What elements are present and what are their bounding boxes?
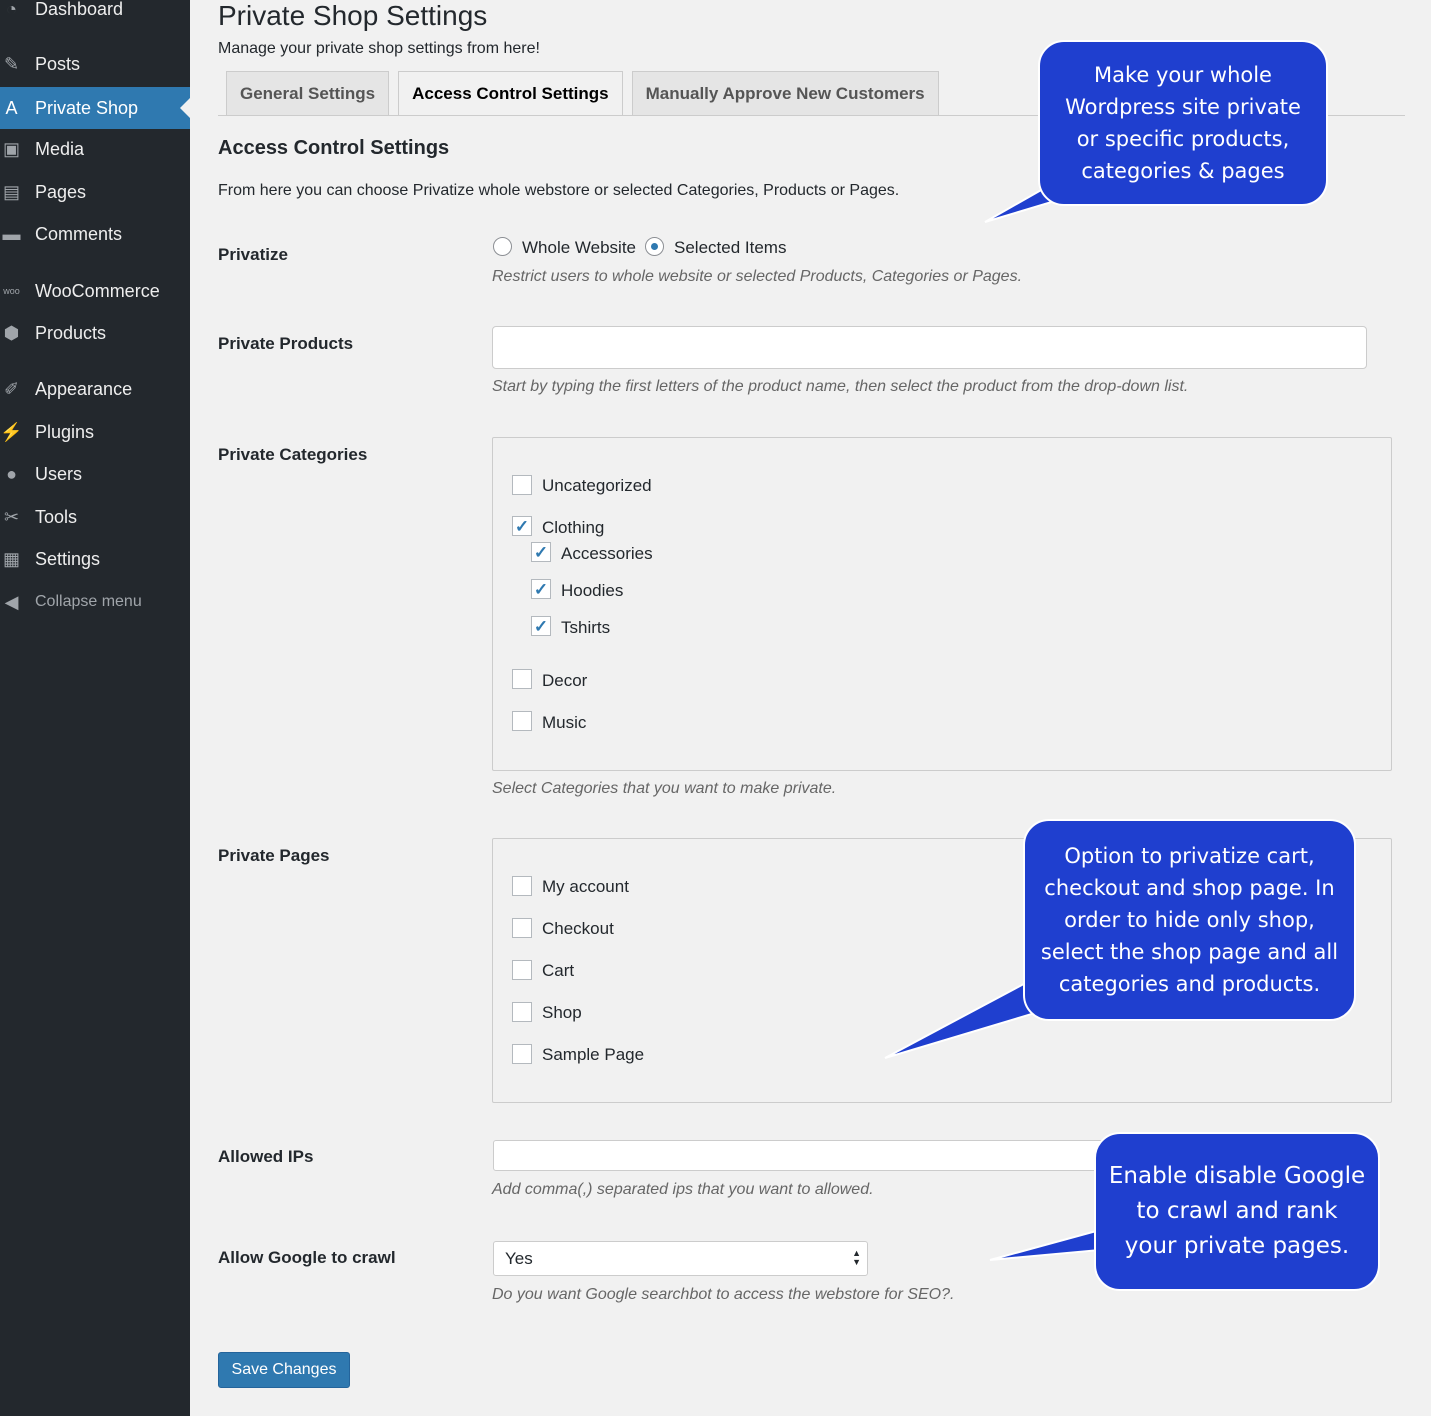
callout-top-text: Make your whole Wordpress site private or specific products, categories & pages [1065, 63, 1301, 183]
sidebar-item-label: WooCommerce [35, 280, 160, 301]
checkbox-uncategorized[interactable] [512, 475, 532, 495]
checkbox-hoodies[interactable]: ✓ [531, 579, 551, 599]
privatize-label: Privatize [218, 245, 288, 264]
private-products-input[interactable] [492, 326, 1367, 369]
checkbox-label: Cart [542, 961, 575, 980]
allowed-ips-label: Allowed IPs [218, 1147, 314, 1166]
collapse-menu-button[interactable] [0, 581, 190, 623]
page-title: Private Shop Settings [218, 0, 488, 31]
checkbox-label: Shop [542, 1003, 582, 1022]
private-categories-label: Private Categories [218, 445, 368, 464]
sidebar-item-posts[interactable] [0, 43, 190, 85]
sidebar-item-label: Media [35, 138, 85, 159]
sidebar-item-comments[interactable] [0, 213, 190, 255]
select-arrows-icon: ▲ ▼ [852, 1248, 861, 1267]
sidebar-item-dashboard[interactable] [0, 0, 190, 30]
private-products-description: Start by typing the first letters of the product name, then select the product from the drop-down list. [492, 378, 1189, 395]
sidebar-item-media[interactable] [0, 128, 190, 170]
sidebar-item-label: Products [35, 322, 107, 343]
callout-middle [1023, 819, 1356, 1021]
admin-sidebar [0, 0, 190, 1416]
sidebar-item-label: Comments [35, 223, 123, 244]
sidebar-item-label: Appearance [35, 378, 133, 399]
checkbox-shop[interactable] [512, 1002, 532, 1022]
sidebar-item-label: Posts [35, 53, 81, 74]
allow-google-crawl-label: Allow Google to crawl [218, 1248, 396, 1267]
checkbox-tshirts[interactable]: ✓ [531, 616, 551, 636]
callout-bottom-text: Enable disable Google to crawl and rank your private pages. [1108, 1163, 1366, 1259]
checkbox-checkout[interactable] [512, 918, 532, 938]
sidebar-item-label: Plugins [35, 421, 95, 442]
allowed-ips-description: Add comma(,) separated ips that you want to allowed. [492, 1181, 874, 1198]
checkbox-music[interactable] [512, 711, 532, 731]
callout-tail-bottom [990, 1230, 1100, 1260]
woo-icon: woo [3, 286, 20, 296]
box-icon: ⬢ [3, 322, 20, 343]
sidebar-item-private-shop[interactable] [0, 87, 190, 129]
tab-general-settings[interactable]: General Settings [226, 71, 389, 116]
allow-google-crawl-description: Do you want Google searchbot to access the webstore for SEO?. [492, 1286, 955, 1303]
checkbox-accessories[interactable]: ✓ [531, 542, 551, 562]
sidebar-item-appearance[interactable] [0, 368, 190, 410]
radio-selected-items[interactable] [645, 237, 664, 256]
plug-icon: ⚡ [0, 421, 23, 442]
checkbox-clothing[interactable]: ✓ [512, 516, 532, 536]
private-pages-label: Private Pages [218, 846, 330, 865]
section-description: From here you can choose Privatize whole webstore or selected Categories, Products or Pages. [218, 182, 900, 199]
checkbox-label: Accessories [561, 544, 653, 563]
checkbox-label: Checkout [542, 919, 614, 938]
wrench-icon: ✂ [3, 506, 20, 527]
checkbox-decor[interactable] [512, 669, 532, 689]
checkbox-label: Sample Page [542, 1045, 645, 1064]
radio-whole-website-label: Whole Website [522, 238, 637, 257]
checkbox-label: My account [542, 877, 629, 896]
settings-tabs [226, 71, 948, 116]
section-title: Access Control Settings [218, 137, 450, 159]
sidebar-item-plugins[interactable] [0, 411, 190, 453]
tab-manually-approve-customers[interactable]: Manually Approve New Customers [632, 71, 939, 116]
sidebar-item-users[interactable] [0, 453, 190, 495]
collapse-icon: ◀ [4, 591, 19, 612]
dashboard-icon: ◔ [6, 0, 17, 19]
private-categories-box [492, 437, 1392, 771]
save-changes-button[interactable]: Save Changes [218, 1352, 350, 1388]
checkbox-label: Clothing [542, 518, 605, 537]
settings-icon: ▦ [2, 548, 20, 569]
tab-access-control-settings[interactable]: Access Control Settings [398, 71, 623, 116]
sidebar-item-label: Dashboard [35, 0, 124, 19]
sidebar-item-label: Tools [35, 506, 78, 527]
comment-icon: ▬ [2, 223, 21, 244]
select-value: Yes [505, 1248, 533, 1268]
sidebar-item-tools[interactable] [0, 496, 190, 538]
callout-bottom [1094, 1132, 1380, 1291]
callout-top [1038, 40, 1328, 206]
allowed-ips-input[interactable] [493, 1140, 1133, 1171]
sidebar-item-pages[interactable] [0, 171, 190, 213]
page-subtitle: Manage your private shop settings from here! [218, 40, 540, 57]
brush-icon: ✐ [3, 378, 20, 399]
user-icon: ● [6, 463, 17, 484]
checkbox-cart[interactable] [512, 960, 532, 980]
media-icon: ▣ [2, 138, 20, 159]
sidebar-item-woocommerce[interactable] [0, 270, 190, 312]
pages-icon: ▤ [2, 181, 20, 202]
radio-selected-items-label: Selected Items [674, 238, 787, 257]
radio-whole-website[interactable] [493, 237, 512, 256]
private-products-label: Private Products [218, 334, 354, 353]
checkbox-label: Hoodies [561, 581, 624, 600]
pin-icon: ✎ [3, 53, 20, 74]
checkbox-label: Uncategorized [542, 476, 652, 495]
sidebar-item-settings[interactable] [0, 538, 190, 580]
sidebar-item-products[interactable] [0, 312, 190, 354]
checkbox-label: Tshirts [561, 618, 611, 637]
private-categories-description: Select Categories that you want to make private. [492, 780, 837, 797]
private-shop-icon: A [5, 97, 18, 118]
checkbox-sample-page[interactable] [512, 1044, 532, 1064]
privatize-description: Restrict users to whole website or selected Products, Categories or Pages. [492, 268, 1023, 285]
callout-middle-text: Option to privatize cart, checkout and shop page. In order to hide only shop, select the shop page and all categories and products. [1040, 844, 1339, 996]
sidebar-item-label: Collapse menu [35, 593, 142, 610]
sidebar-item-label: Settings [35, 548, 101, 569]
allow-google-crawl-select[interactable] [493, 1241, 868, 1276]
sidebar-item-label: Pages [35, 181, 87, 202]
checkbox-label: Decor [542, 671, 588, 690]
sidebar-item-label: Users [35, 463, 83, 484]
checkbox-my-account[interactable] [512, 876, 532, 896]
checkbox-label: Music [542, 713, 587, 732]
sidebar-item-label: Private Shop [35, 97, 139, 118]
